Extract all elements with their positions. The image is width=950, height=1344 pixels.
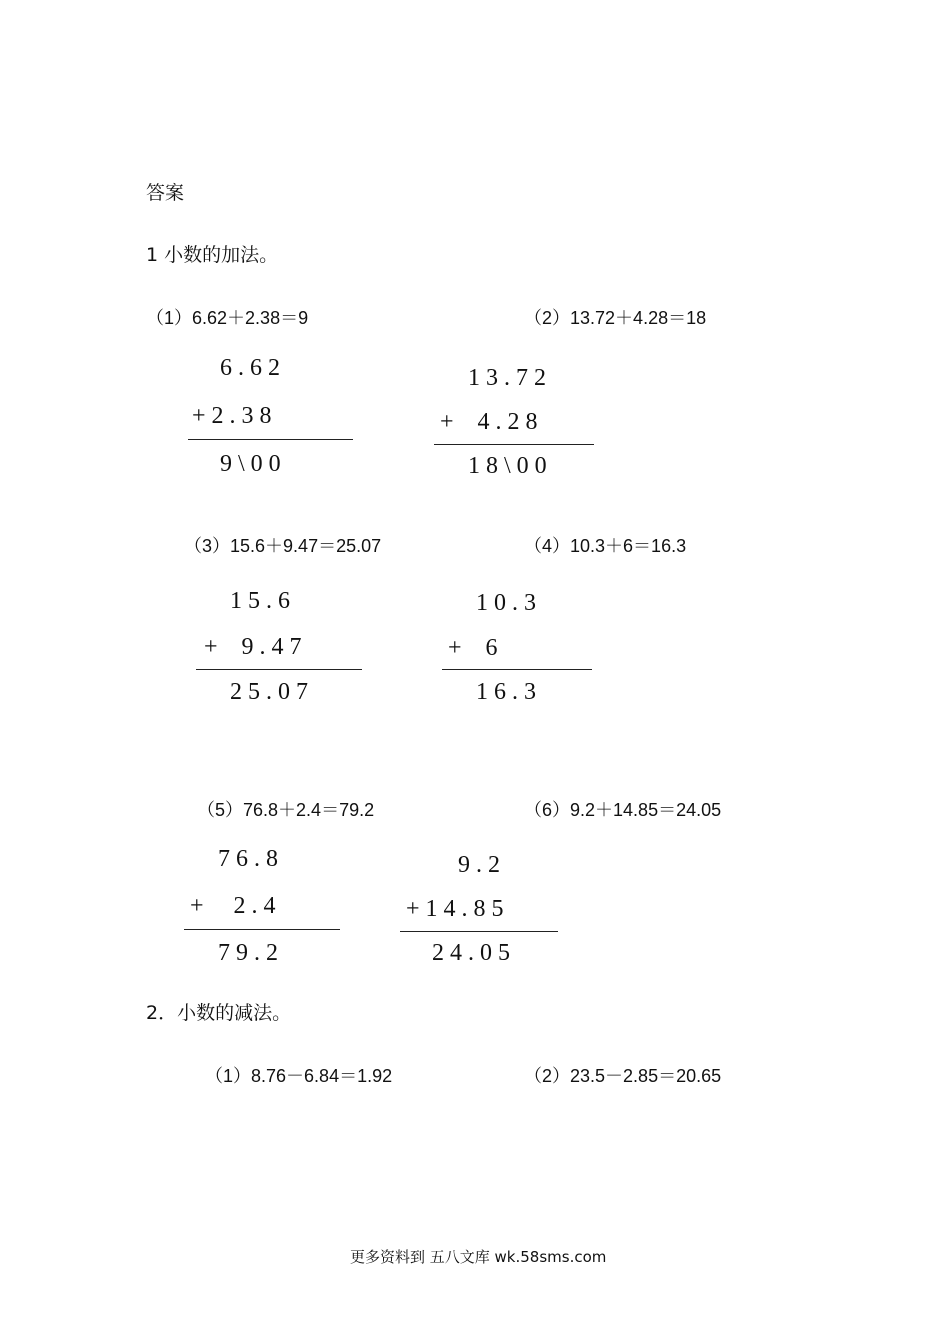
footer-text: 更多资料到 五八文库 wk.58sms.com	[350, 1248, 607, 1266]
calc-row-addend: + 6	[448, 635, 498, 661]
calc-row-sum: 2 5 . 0 7	[230, 679, 308, 705]
problem-label: （2）13.72＋4.28＝18	[524, 308, 707, 328]
vertical-calculation	[442, 590, 602, 720]
problem-label: （3）15.6＋9.47＝25.07	[184, 536, 382, 556]
problem-label: （2）23.5－2.85＝20.65	[524, 1066, 722, 1086]
calc-row-addend: + 4 . 2 8	[440, 409, 538, 435]
problem-label: （1）6.62＋2.38＝9	[146, 308, 309, 328]
calc-row-addend: + 9 . 4 7	[204, 634, 302, 660]
calc-row-addend: 7 6 . 8	[218, 846, 278, 872]
page-title: 答案	[146, 182, 185, 204]
calc-row-addend: + 2 . 3 8	[192, 403, 272, 429]
calc-rule	[400, 931, 558, 932]
calc-rule	[434, 444, 594, 445]
calc-row-addend: + 2 . 4	[190, 893, 276, 919]
calc-rule	[196, 669, 362, 670]
calc-row-addend: 1 0 . 3	[476, 590, 536, 616]
calc-rule	[184, 929, 340, 930]
calc-row-sum: 1 6 . 3	[476, 679, 536, 705]
calc-row-sum: 2 4 . 0 5	[432, 940, 510, 966]
vertical-calculation	[400, 852, 570, 982]
calc-row-addend: + 1 4 . 8 5	[406, 896, 504, 922]
section-heading-addition: 1 小数的加法。	[146, 244, 279, 266]
calc-row-sum: 1 8 \ 0 0	[468, 453, 547, 479]
vertical-calculation	[188, 355, 358, 485]
problem-label: （1）8.76－6.84＝1.92	[205, 1066, 393, 1086]
vertical-calculation	[184, 846, 354, 976]
calc-row-addend: 6 . 6 2	[220, 355, 280, 381]
calc-row-addend: 1 5 . 6	[230, 588, 290, 614]
calc-row-addend: 9 . 2	[458, 852, 500, 878]
problem-label: （6）9.2＋14.85＝24.05	[524, 800, 722, 820]
problem-label: （4）10.3＋6＝16.3	[524, 536, 687, 556]
calc-row-addend: 1 3 . 7 2	[468, 365, 546, 391]
calc-row-sum: 7 9 . 2	[218, 940, 278, 966]
problem-label: （5）76.8＋2.4＝79.2	[197, 800, 375, 820]
calc-rule	[188, 439, 353, 440]
section-heading-subtraction: 2．小数的减法。	[146, 1002, 292, 1024]
vertical-calculation	[434, 365, 604, 495]
calc-rule	[442, 669, 592, 670]
vertical-calculation	[196, 588, 366, 718]
calc-row-sum: 9 \ 0 0	[220, 451, 281, 477]
